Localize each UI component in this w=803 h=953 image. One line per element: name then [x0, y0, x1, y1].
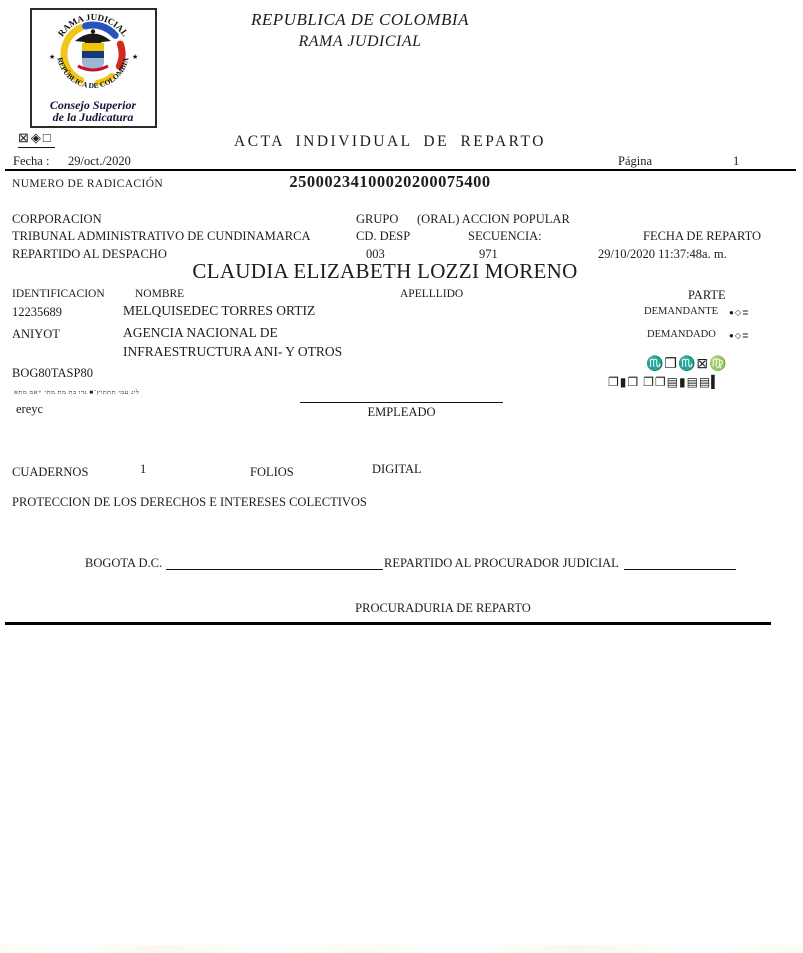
party-id: ANIYOT [12, 327, 60, 341]
city-fill-line [166, 569, 383, 570]
seal-star-left-icon: ★ [49, 53, 56, 61]
secuencia-label: SECUENCIA: [468, 229, 542, 243]
dingbat-zodiac-icons: ♏❐♏⊠♍ [646, 357, 728, 372]
condor-head [91, 29, 95, 33]
signature-label: EMPLEADO [367, 405, 436, 419]
party-id: 12235689 [12, 305, 62, 319]
header-country-title: REPUBLICA DE COLOMBIA [251, 10, 469, 29]
bottom-scan-artifact-band [0, 945, 803, 953]
consejo-superior-seal-icon [32, 10, 155, 126]
header-branch-title: RAMA JUDICIAL [298, 33, 422, 50]
fecha-value: 29/oct./2020 [68, 154, 131, 168]
fecha-label: Fecha : [13, 154, 50, 168]
cuadernos-value: 1 [140, 462, 147, 476]
judicial-seal-box [30, 8, 157, 128]
party-name: AGENCIA NACIONAL DE [123, 325, 278, 340]
party-role: DEMANDANTE [644, 306, 719, 317]
col-header-apellido: APELLLIDO [400, 288, 464, 300]
header-divider-line [5, 169, 796, 171]
radicacion-number: 25000234100020200075400 [289, 172, 491, 191]
document-title: ACTA INDIVIDUAL DE REPARTO [234, 133, 546, 150]
despacho-code: BOG80TASP80 [12, 366, 93, 380]
footer-divider-line [5, 622, 771, 625]
radicacion-label: NUMERO DE RADICACIÓN [12, 178, 164, 190]
cuadernos-label: CUADERNOS [12, 465, 89, 479]
procurador-fill-line [624, 569, 736, 570]
seal-ring-bottom-text: REPÚBLICA DE COLOMBIA [55, 56, 131, 91]
page-number: 1 [733, 154, 740, 168]
page-label: Página [618, 154, 653, 168]
repartido-despacho-label: REPARTIDO AL DESPACHO [12, 247, 167, 261]
secuencia-value: 971 [479, 247, 498, 261]
grupo-label: GRUPO [356, 212, 399, 226]
seal-caption-line2: de la Judicatura [52, 110, 134, 124]
signature-line [300, 402, 503, 403]
party-dingbat-icons: ●◇≣ [729, 331, 750, 340]
cd-desp-label: CD. DESP [356, 229, 411, 243]
shield-yellow-band [82, 43, 104, 51]
city-label: BOGOTA D.C. [85, 556, 163, 570]
dingbat-folder-computer-icons: ❒▮❒ ❐❐▤▮▤▤▍ [608, 375, 722, 389]
folios-value: DIGITAL [372, 462, 422, 476]
seal-caption-line1: Consejo Superior [49, 98, 137, 112]
seal-ring-top-text: RAMA JUDICIAL [55, 11, 131, 39]
fecha-reparto-value: 29/10/2020 11:37:48a. m. [598, 247, 727, 261]
cd-desp-value: 003 [366, 247, 385, 261]
repartido-procurador-label: REPARTIDO AL PROCURADOR JUDICIAL [384, 556, 619, 570]
asunto-text: PROTECCION DE LOS DERECHOS E INTERESES COLECTIVOS [12, 495, 367, 509]
corner-dingbat-icons: ⊠◈□ [18, 130, 55, 148]
tribunal-name: TRIBUNAL ADMINISTRATIVO DE CUNDINAMARCA [12, 229, 311, 243]
col-header-identificacion: IDENTIFICACION [12, 288, 105, 300]
folios-label: FOLIOS [250, 465, 294, 479]
clerk-code: ereyc [16, 402, 44, 416]
judge-name: CLAUDIA ELIZABETH LOZZI MORENO [192, 259, 578, 283]
shield-blue-band [82, 51, 104, 58]
tiny-glyph-line: ליג עמי תתתוץ־■ נדו בת מת מתי +אמ מתא [14, 389, 140, 396]
party-name: MELQUISEDEC TORRES ORTIZ [123, 303, 316, 318]
party-role: DEMANDADO [647, 329, 716, 340]
fecha-reparto-label: FECHA DE REPARTO [643, 229, 762, 243]
procuraduria-footer: PROCURADURIA DE REPARTO [355, 601, 531, 615]
seal-star-right-icon: ★ [132, 53, 139, 61]
col-header-parte: PARTE [688, 288, 726, 302]
col-header-nombre: NOMBRE [135, 288, 185, 300]
party-dingbat-icons: ●◇≣ [729, 308, 750, 317]
party-name-line2: INFRAESTRUCTURA ANI- Y OTROS [123, 344, 343, 359]
corporacion-label: CORPORACION [12, 212, 102, 226]
grupo-value: (ORAL) ACCION POPULAR [417, 212, 570, 226]
